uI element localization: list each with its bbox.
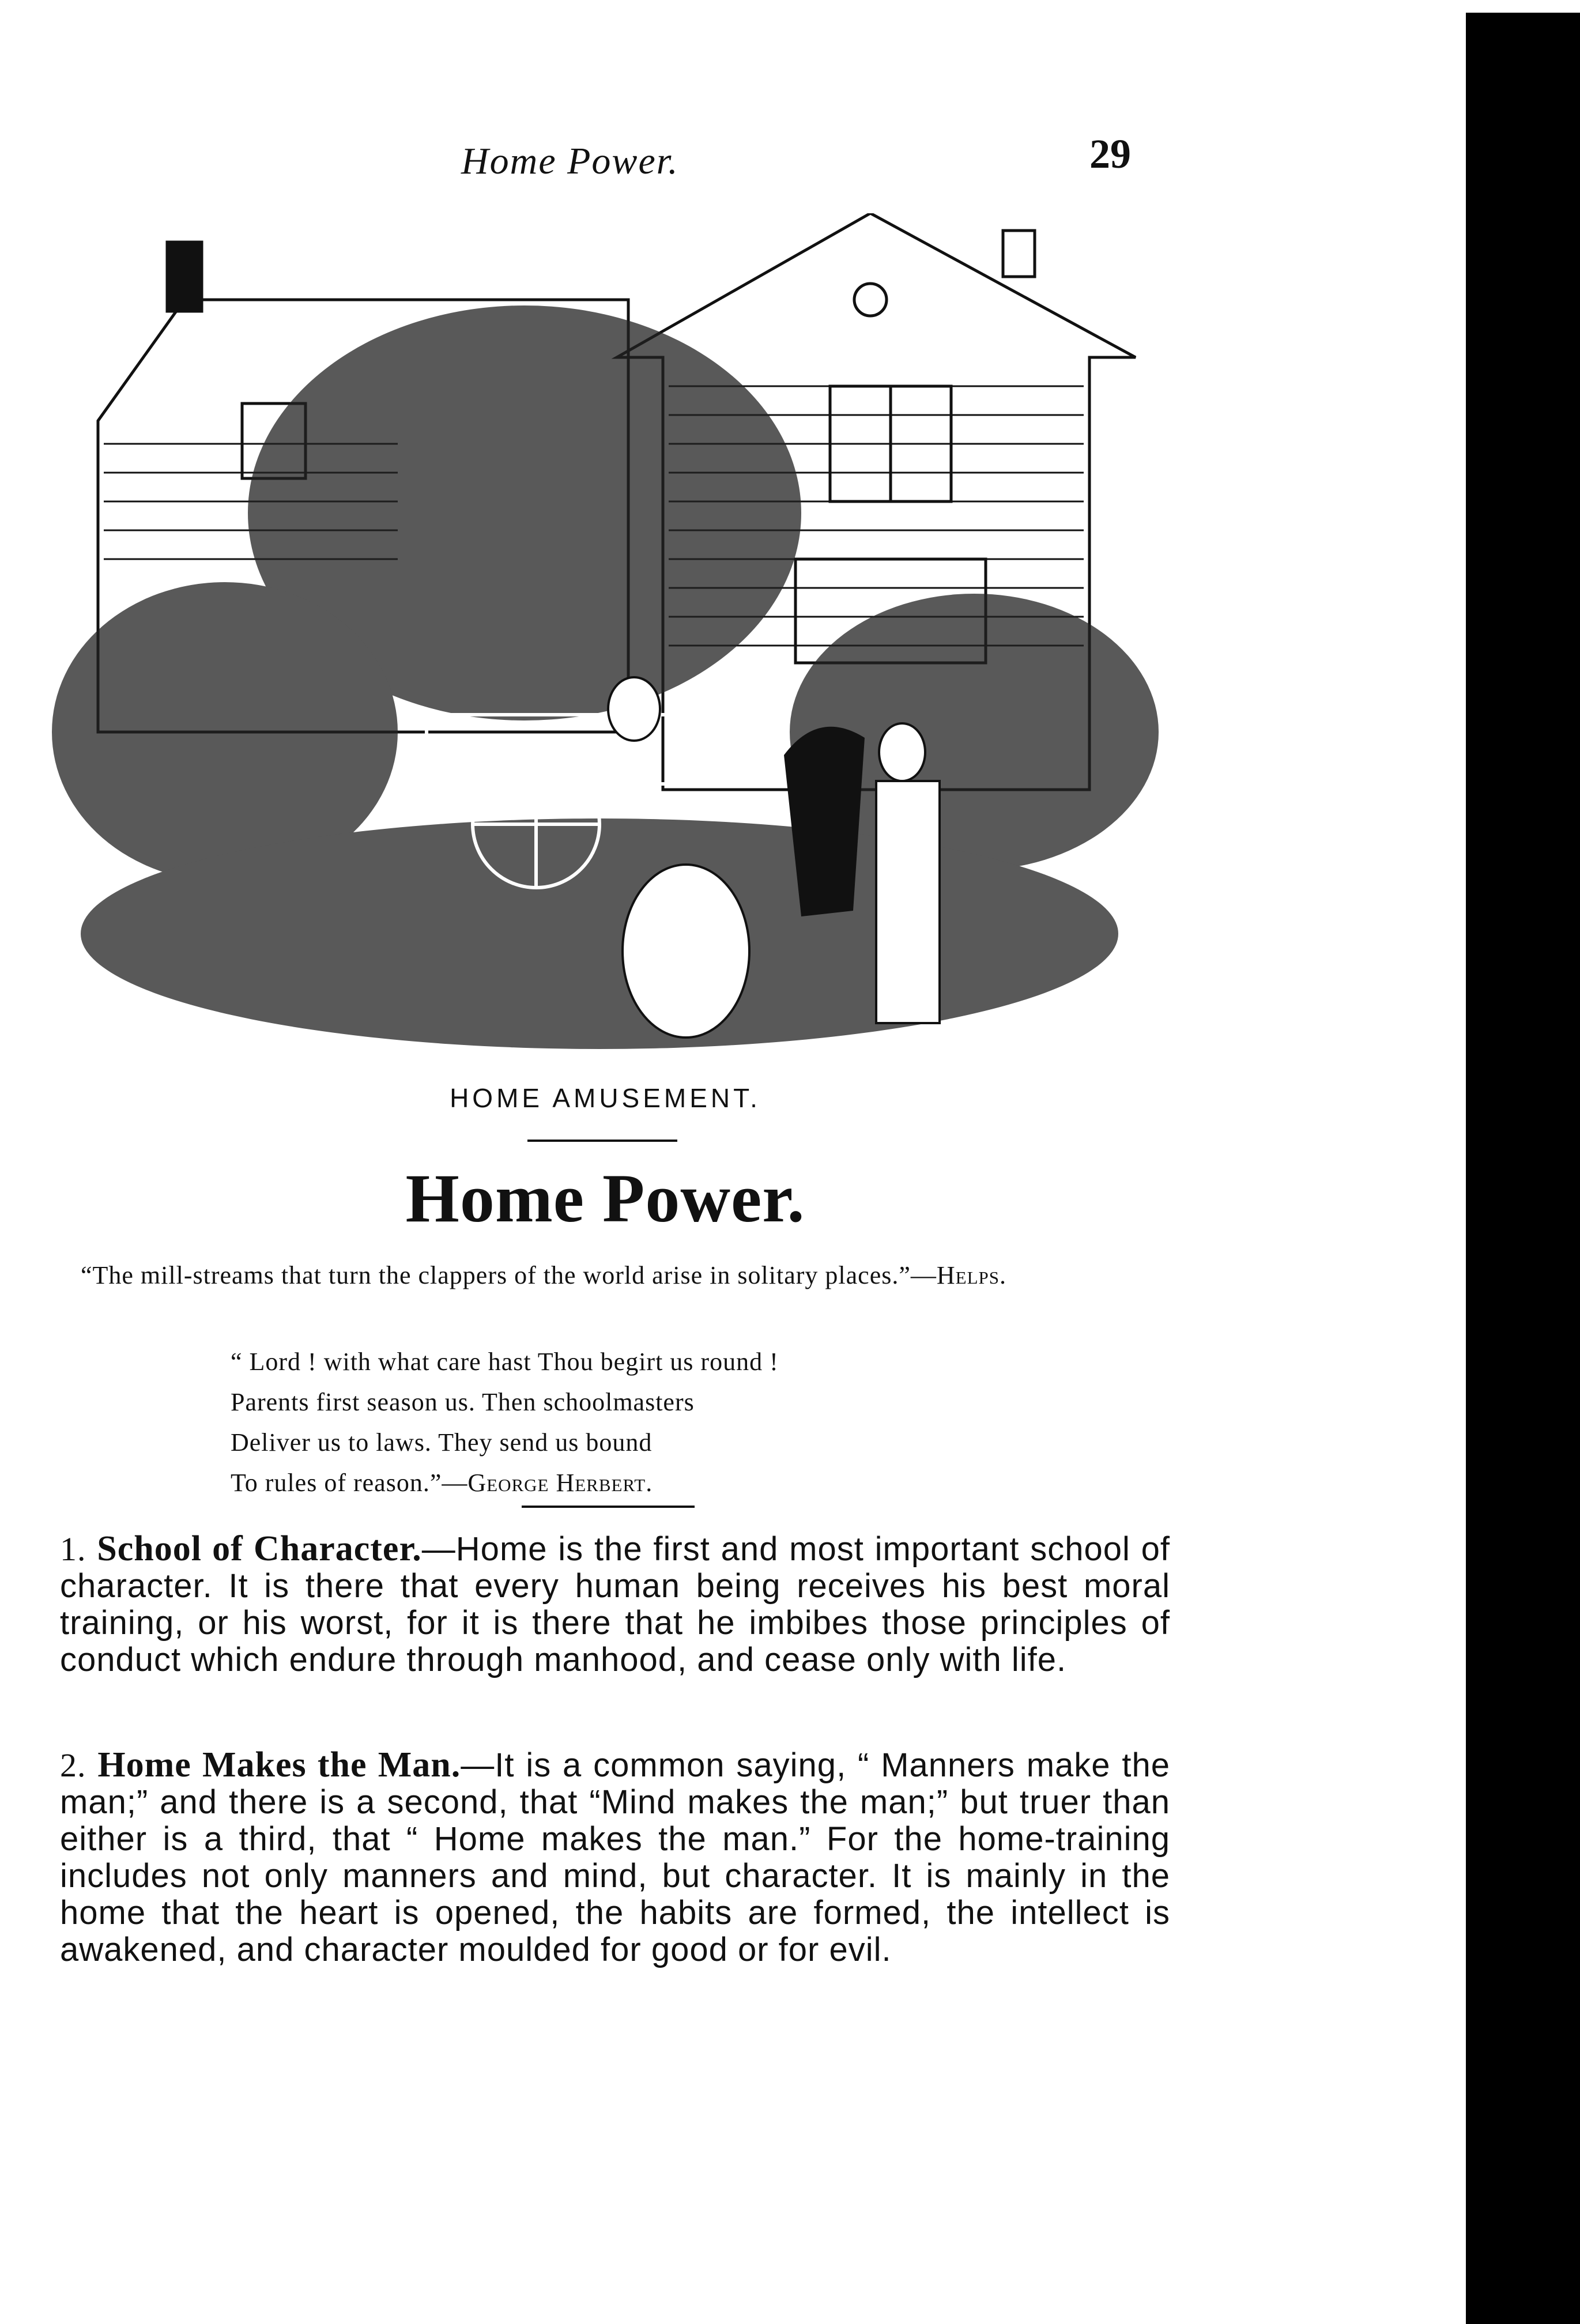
woman-standing: [879, 723, 925, 781]
page-number: 29: [1089, 131, 1131, 177]
illustration-caption: HOME AMUSEMENT.: [450, 1083, 761, 1113]
dog: [623, 865, 749, 1038]
home-amusement-illustration: [52, 213, 1176, 1066]
buggy-body: [427, 715, 749, 784]
caption-rule: [527, 1140, 677, 1142]
girl-in-buggy: [608, 677, 660, 741]
scan-edge-shadow: [1466, 13, 1580, 2324]
chapter-title: Home Power.: [405, 1160, 805, 1236]
right-chimney: [1003, 231, 1035, 277]
section-rule: [522, 1506, 695, 1508]
paragraph-number: 2.: [60, 1746, 86, 1784]
poem-line-last: [231, 1463, 1095, 1503]
gable-oculus: [854, 284, 887, 316]
paragraph-heading: School of Character.: [97, 1529, 422, 1568]
paragraph-school-of-character: [60, 1530, 1170, 1678]
woman-dress: [876, 781, 940, 1023]
poem-author: George Herbert.: [467, 1469, 653, 1497]
poem-quote: [231, 1342, 1095, 1503]
poem-line: Parents first season us. Then schoolmasters: [231, 1388, 695, 1416]
paragraph-text: —Home is the first and most important school of character. It is there that every human being receives his best moral training, or his worst, for it is there that he imbibes those principles of conduct which endure through manhood, and cease only with life.: [60, 1530, 1171, 1678]
left-chimney: [167, 242, 202, 311]
epigraph: [81, 1257, 1170, 1295]
paragraph-home-makes-the-man: [60, 1746, 1170, 1968]
running-head: Home Power.: [461, 140, 679, 182]
poem-line: “ Lord ! with what care hast Thou begirt us round !: [231, 1348, 779, 1376]
poem-line: Deliver us to laws. They send us bound: [231, 1428, 653, 1457]
paragraph-heading: Home Makes the Man.: [97, 1745, 461, 1784]
poem-line-text: To rules of reason.”—: [231, 1469, 468, 1497]
epigraph-author: Helps.: [936, 1261, 1007, 1289]
paragraph-number: 1.: [60, 1530, 86, 1568]
paragraph-text: —It is a common saying, “ Manners make the man;” and there is a second, that “Mind makes the man;” but truer than either is a third, that “ Home makes the man.” For the home-training includes not only manners and mind, but character. It is mainly in the home that the heart is opened, the habits are formed, the intellect is awakened, and character moulded for good or for evil.: [60, 1746, 1170, 1968]
epigraph-text: “The mill-streams that turn the clappers of the world arise in solitary places.”—: [81, 1261, 937, 1289]
